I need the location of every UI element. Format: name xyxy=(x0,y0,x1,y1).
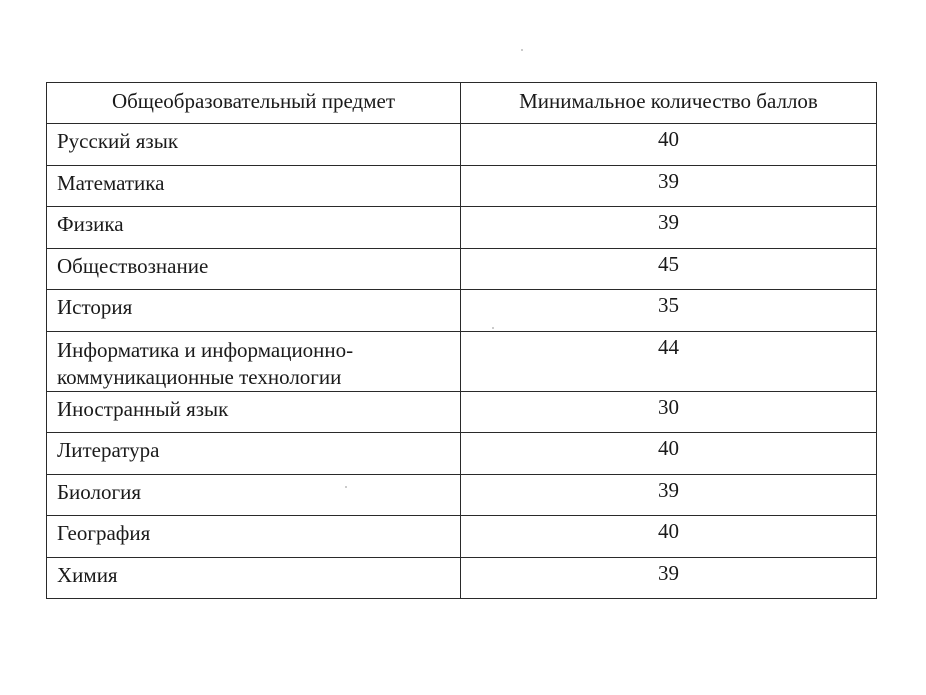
table-row xyxy=(47,474,877,516)
subject-cell: Иностранный язык xyxy=(47,391,461,433)
score-cell: 39 xyxy=(461,207,877,249)
table-row xyxy=(47,516,877,558)
subject-cell: Обществознание xyxy=(47,248,461,290)
score-cell: 40 xyxy=(461,433,877,475)
scan-speck xyxy=(492,327,494,329)
score-cell: 39 xyxy=(461,557,877,599)
subject-cell: Литература xyxy=(47,433,461,475)
table-row xyxy=(47,290,877,332)
score-cell: 44 xyxy=(461,331,877,391)
table-row xyxy=(47,331,877,391)
subject-cell: Физика xyxy=(47,207,461,249)
table-row xyxy=(47,248,877,290)
scan-speck xyxy=(345,486,347,488)
minimum-scores-table xyxy=(46,82,877,599)
score-cell: 39 xyxy=(461,165,877,207)
subject-cell: География xyxy=(47,516,461,558)
subject-cell: Химия xyxy=(47,557,461,599)
subject-cell: История xyxy=(47,290,461,332)
score-cell: 30 xyxy=(461,391,877,433)
score-cell: 40 xyxy=(461,516,877,558)
table-row xyxy=(47,165,877,207)
subject-cell: Информатика и информационно-коммуникационные технологии xyxy=(47,331,461,391)
score-cell: 35 xyxy=(461,290,877,332)
scan-speck xyxy=(521,49,523,51)
table-row xyxy=(47,433,877,475)
header-min-score: Минимальное количество баллов xyxy=(461,83,877,124)
subject-cell: Биология xyxy=(47,474,461,516)
score-cell: 39 xyxy=(461,474,877,516)
table-row xyxy=(47,207,877,249)
table-row xyxy=(47,391,877,433)
header-subject: Общеобразовательный предмет xyxy=(47,83,461,124)
score-cell: 40 xyxy=(461,124,877,166)
subject-cell: Русский язык xyxy=(47,124,461,166)
subject-cell: Математика xyxy=(47,165,461,207)
score-cell: 45 xyxy=(461,248,877,290)
table-row xyxy=(47,557,877,599)
table-header-row xyxy=(47,83,877,124)
table-row xyxy=(47,124,877,166)
